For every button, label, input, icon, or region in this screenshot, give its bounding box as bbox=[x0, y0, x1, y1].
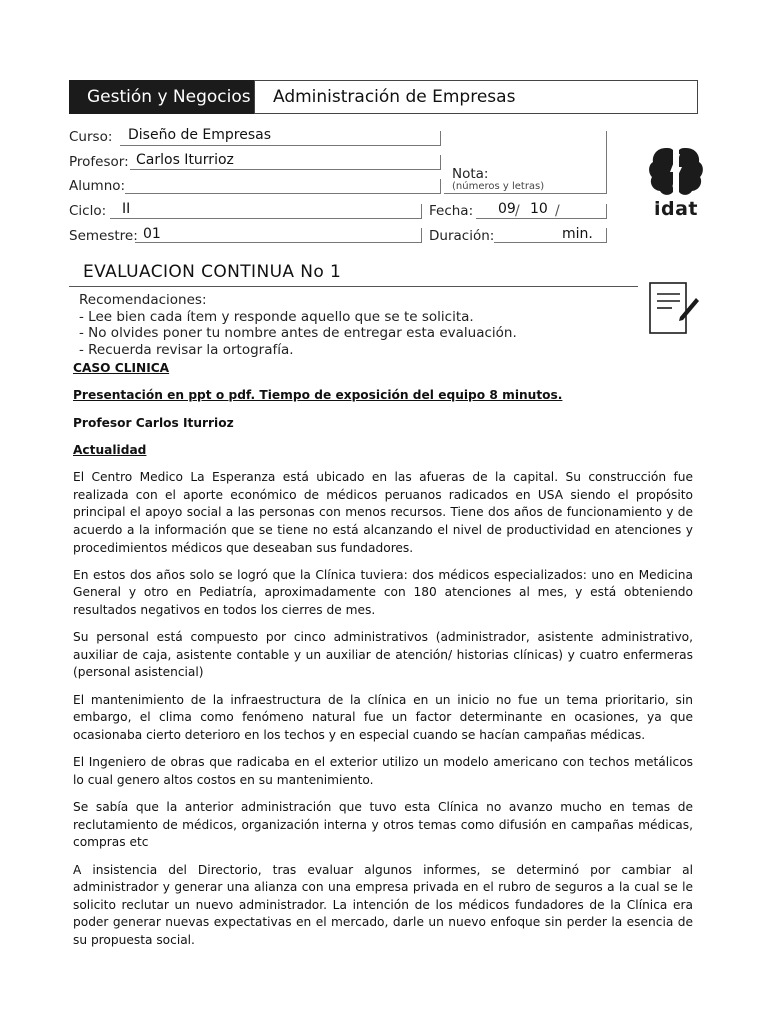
ciclo-label: Ciclo: bbox=[69, 203, 107, 219]
fecha-month: 10 bbox=[530, 201, 548, 217]
duracion-line-end bbox=[606, 228, 607, 243]
section-title: Actualidad bbox=[73, 442, 147, 457]
fecha-line bbox=[476, 218, 606, 219]
ciclo-line bbox=[110, 218, 421, 219]
curso-line bbox=[120, 145, 440, 146]
duracion-line bbox=[494, 242, 606, 243]
recommendations-title: Recomendaciones: bbox=[79, 292, 207, 308]
alumno-line-end bbox=[440, 179, 441, 194]
recommendations bbox=[79, 292, 517, 358]
case-paragraph: El Centro Medico La Esperanza está ubicado en las afueras de la capital. Su construcción fue realizada con el aporte económico de médicos peruanos radicados en USA siendo el propósito principal el apoyo social a las personas con menos recursos. Tiene dos años de funcionamiento y de acuerdo a la información que se tiene no está alcanzando el nivel de productividad en atenciones y procedimientos médicos que deseaban sus fundadores. bbox=[73, 470, 693, 555]
ciclo-value: II bbox=[122, 201, 131, 217]
recommendation-item: - Lee bien cada ítem y responde aquello que se te solicita. bbox=[79, 308, 474, 325]
idat-logo-text: idat bbox=[654, 198, 699, 220]
curso-value: Diseño de Empresas bbox=[128, 127, 272, 143]
profesor-value: Carlos Iturrioz bbox=[136, 152, 234, 168]
semestre-label: Semestre: bbox=[69, 228, 138, 244]
case-title: CASO CLINICA bbox=[73, 361, 170, 375]
recommendation-item: - Recuerda revisar la ortografía. bbox=[79, 341, 294, 358]
fecha-separator-2: / bbox=[555, 203, 560, 219]
ciclo-line-end bbox=[421, 204, 422, 219]
area-header: Gestión y Negocios bbox=[69, 80, 254, 114]
document-pencil-icon bbox=[644, 280, 702, 338]
case-paragraph: El Ingeniero de obras que radicaba en el exterior utilizo un modelo americano con techos metálicos lo cual genero altos costos en su mantenimiento. bbox=[73, 755, 693, 787]
nota-line bbox=[444, 193, 606, 194]
curso-label: Curso: bbox=[69, 129, 113, 145]
semestre-line-end bbox=[421, 228, 422, 243]
idat-logo bbox=[648, 146, 704, 222]
semestre-value: 01 bbox=[143, 226, 161, 242]
fecha-separator-1: / bbox=[515, 203, 520, 219]
duracion-label: Duración: bbox=[429, 228, 495, 244]
nota-hint: (números y letras) bbox=[452, 181, 545, 192]
profesor-label: Profesor: bbox=[69, 154, 129, 170]
duracion-unit: min. bbox=[562, 226, 593, 242]
alumno-label: Alumno: bbox=[69, 178, 126, 194]
profesor-line-end bbox=[440, 155, 441, 170]
nota-box-right bbox=[606, 131, 607, 194]
career-header: Administración de Empresas bbox=[254, 80, 698, 114]
evaluation-title-underline bbox=[69, 286, 638, 287]
fecha-line-end bbox=[606, 204, 607, 219]
evaluation-title: EVALUACION CONTINUA No 1 bbox=[83, 262, 342, 282]
alumno-line bbox=[125, 193, 440, 194]
presentation-instructions: Presentación en ppt o pdf. Tiempo de exposición del equipo 8 minutos. bbox=[73, 388, 563, 403]
case-paragraph: El mantenimiento de la infraestructura de la clínica en un inicio no fue un tema prioritario, sin embargo, el clima como fenómeno natural fue un factor determinante en ocasiones, ya que ocasionaba cierto deterioro en los techos y en especial cuando se hacían campañas médicas. bbox=[73, 692, 693, 742]
case-paragraph: En estos dos años solo se logró que la Clínica tuviera: dos médicos especializados: uno en Medicina General y otro en Pediatría, aproximadamente con 180 atenciones al mes, y está obteniendo resultados negativos en todos los cierres de mes. bbox=[73, 567, 693, 617]
curso-line-end bbox=[440, 131, 441, 146]
case-paragraph: Su personal está compuesto por cinco administrativos (administrador, asistente administrativo, auxiliar de caja, asistente contable y un auxiliar de atención/ historias clínicas) y cuatro enfermeras (personal asistencial) bbox=[73, 630, 693, 680]
recommendation-item: - No olvides poner tu nombre antes de entregar esta evaluación. bbox=[79, 325, 517, 341]
fecha-day: 09 bbox=[498, 201, 516, 217]
case-content bbox=[73, 360, 693, 959]
semestre-line bbox=[135, 242, 421, 243]
profesor-line bbox=[130, 169, 440, 170]
case-paragraph: A insistencia del Directorio, tras evaluar algunos informes, se determinó por cambiar al administrador y generar una alianza con una empresa privada en el rubro de seguros a la cual se le solicito reclutar un nuevo administrador. La intención de los médicos fundadores de la Clínica era poder generar nuevas expectativas en el mercado, darle un nuevo enfoque sin perder la esencia de su propuesta social. bbox=[73, 862, 693, 947]
fecha-label: Fecha: bbox=[429, 203, 474, 219]
case-paragraph: Se sabía que la anterior administración que tuvo esta Clínica no avanzo mucho en temas de reclutamiento de médicos, organización interna y otros temas como difusión en campañas médicas, compras etc bbox=[73, 800, 693, 850]
teacher-name: Profesor Carlos Iturrioz bbox=[73, 415, 234, 430]
nota-label: Nota: bbox=[452, 166, 489, 182]
